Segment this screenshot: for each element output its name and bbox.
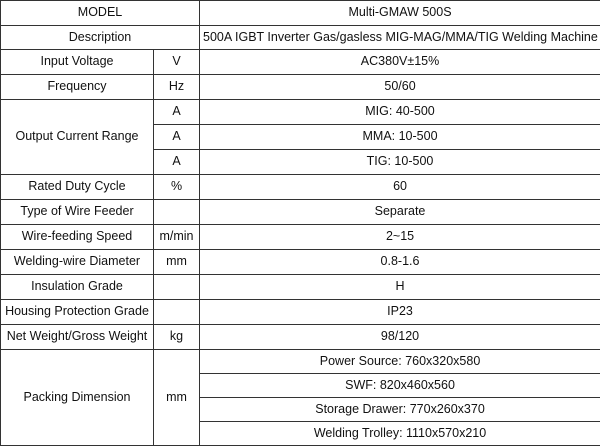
row-output-current-mig bbox=[1, 100, 600, 125]
output-current-label: Output Current Range bbox=[1, 100, 154, 175]
packing-value: Power Source: 760x320x580 bbox=[200, 350, 600, 374]
frequency-value: 50/60 bbox=[200, 75, 600, 100]
insulation-unit bbox=[154, 275, 200, 300]
housing-unit bbox=[154, 300, 200, 325]
packing-value: SWF: 820x460x560 bbox=[200, 374, 600, 398]
row-frequency bbox=[1, 75, 600, 100]
insulation-label: Insulation Grade bbox=[1, 275, 154, 300]
row-housing bbox=[1, 300, 600, 325]
input-voltage-unit: V bbox=[154, 50, 200, 75]
output-current-value: MIG: 40-500 bbox=[200, 100, 600, 125]
row-wire-speed bbox=[1, 225, 600, 250]
row-model bbox=[1, 1, 600, 26]
wire-feeder-unit bbox=[154, 200, 200, 225]
model-value: Multi-GMAW 500S bbox=[200, 1, 600, 26]
input-voltage-label: Input Voltage bbox=[1, 50, 154, 75]
packing-value: Welding Trolley: 1110x570x210 bbox=[200, 422, 600, 446]
output-current-unit: A bbox=[154, 100, 200, 125]
packing-unit: mm bbox=[154, 350, 200, 446]
output-current-value: TIG: 10-500 bbox=[200, 150, 600, 175]
wire-speed-label: Wire-feeding Speed bbox=[1, 225, 154, 250]
weight-label: Net Weight/Gross Weight bbox=[1, 325, 154, 350]
packing-value: Storage Drawer: 770x260x370 bbox=[200, 398, 600, 422]
packing-label: Packing Dimension bbox=[1, 350, 154, 446]
wire-feeder-label: Type of Wire Feeder bbox=[1, 200, 154, 225]
weight-value: 98/120 bbox=[200, 325, 600, 350]
row-wire-diameter bbox=[1, 250, 600, 275]
row-weight bbox=[1, 325, 600, 350]
model-label: MODEL bbox=[1, 1, 200, 26]
duty-cycle-label: Rated Duty Cycle bbox=[1, 175, 154, 200]
row-packing-power-source bbox=[1, 350, 600, 374]
wire-feeder-value: Separate bbox=[200, 200, 600, 225]
row-input-voltage bbox=[1, 50, 600, 75]
wire-speed-unit: m/min bbox=[154, 225, 200, 250]
row-wire-feeder bbox=[1, 200, 600, 225]
description-label: Description bbox=[1, 26, 200, 50]
input-voltage-value: AC380V±15% bbox=[200, 50, 600, 75]
frequency-unit: Hz bbox=[154, 75, 200, 100]
weight-unit: kg bbox=[154, 325, 200, 350]
output-current-unit: A bbox=[154, 150, 200, 175]
insulation-value: H bbox=[200, 275, 600, 300]
housing-value: IP23 bbox=[200, 300, 600, 325]
output-current-value: MMA: 10-500 bbox=[200, 125, 600, 150]
duty-cycle-value: 60 bbox=[200, 175, 600, 200]
wire-diameter-value: 0.8-1.6 bbox=[200, 250, 600, 275]
wire-speed-value: 2~15 bbox=[200, 225, 600, 250]
row-description bbox=[1, 26, 600, 50]
housing-label: Housing Protection Grade bbox=[1, 300, 154, 325]
frequency-label: Frequency bbox=[1, 75, 154, 100]
output-current-unit: A bbox=[154, 125, 200, 150]
wire-diameter-label: Welding-wire Diameter bbox=[1, 250, 154, 275]
row-duty-cycle bbox=[1, 175, 600, 200]
row-insulation bbox=[1, 275, 600, 300]
description-value: 500A IGBT Inverter Gas/gasless MIG-MAG/MMA/TIG Welding Machine bbox=[200, 26, 600, 50]
wire-diameter-unit: mm bbox=[154, 250, 200, 275]
duty-cycle-unit: % bbox=[154, 175, 200, 200]
